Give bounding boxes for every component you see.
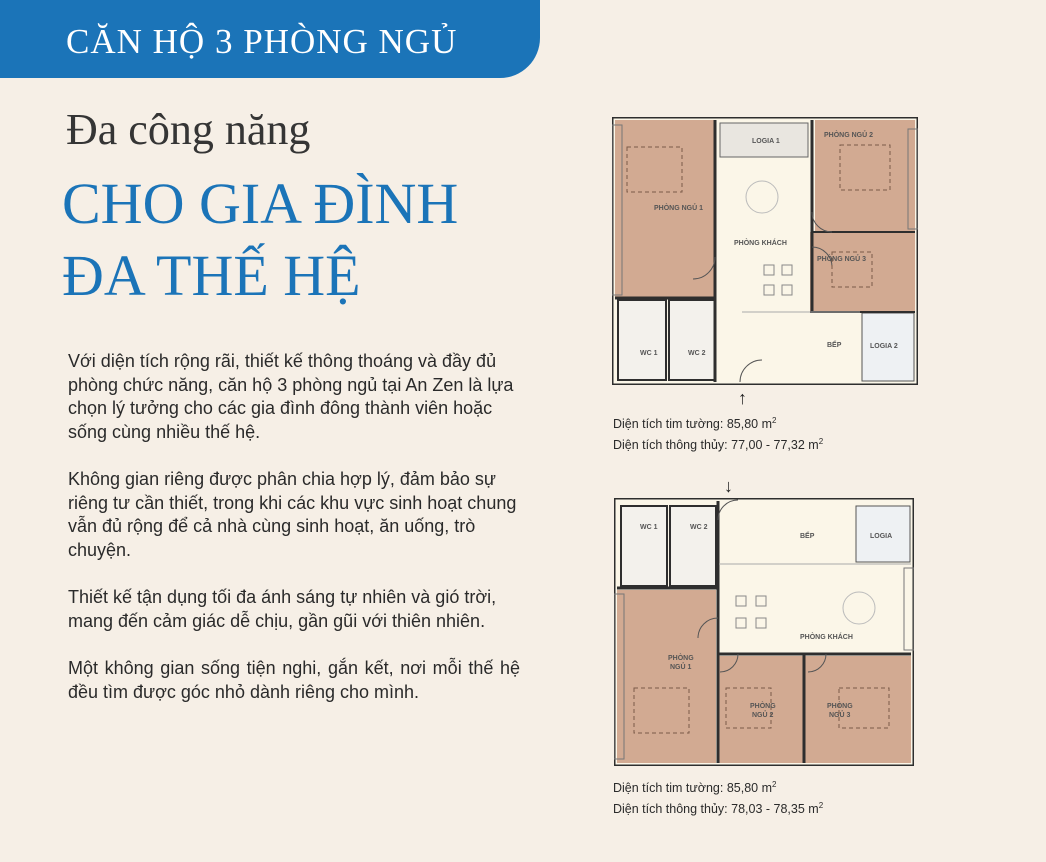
plan2-label-living: PHÒNG KHÁCH (800, 634, 853, 641)
plan1-area-gross: Diện tích tim tường: 85,80 m (613, 417, 772, 432)
plan1-label-logia2: LOGIA 2 (870, 343, 898, 350)
paragraph-1: Với diện tích rộng rãi, thiết kế thông thoáng và đầy đủ phòng chức năng, căn hộ 3 phòng ngủ tại An Zen là lựa chọn lý tưởng cho các gia đình đông thành viên hoặc sống cùng nhiều thế hệ. (68, 351, 514, 442)
plan1-label-logia1: LOGIA 1 (752, 138, 780, 145)
headline-main (62, 168, 458, 312)
banner-title: CĂN HỘ 3 PHÒNG NGỦ (66, 22, 458, 61)
plan2-area-net: Diện tích thông thủy: 78,03 - 78,35 m (613, 802, 819, 817)
plan2-label-wc1: WC 1 (640, 524, 658, 531)
plan2-label-logia: LOGIA (870, 533, 893, 540)
headline-main-line-1: CHO GIA ĐÌNH (62, 171, 459, 236)
plan2-label-bed2-b: NGỦ 2 (752, 712, 774, 719)
plan1-label-living: PHÒNG KHÁCH (734, 240, 787, 247)
plan2-label-bed3-b: NGỦ 3 (829, 712, 851, 719)
floor-plan-2 (614, 498, 914, 766)
plan2-label-kitchen: BẾP (800, 533, 815, 540)
plan1-areas (613, 412, 823, 454)
plan1-label-wc2: WC 2 (688, 350, 706, 357)
entrance-arrow-down-icon: ↓ (724, 476, 733, 496)
headline-sub: Đa công năng (66, 105, 311, 154)
section-banner (0, 0, 540, 78)
plan2-label-bed1-b: NGỦ 1 (670, 664, 692, 671)
plan2-label-wc2: WC 2 (690, 524, 708, 531)
plan2-area-gross: Diện tích tim tường: 85,80 m (613, 781, 772, 796)
body-text (68, 350, 520, 728)
paragraph-3: Thiết kế tận dụng tối đa ánh sáng tự nhiên và gió trời, mang đến cảm giác dễ chịu, gần gũi với thiên nhiên. (68, 587, 497, 631)
plan1-label-wc1: WC 1 (640, 350, 658, 357)
plan2-label-bed3-a: PHÒNG (827, 703, 853, 710)
plan1-label-bed3: PHÒNG NGỦ 3 (817, 256, 867, 263)
plan1-area-gross-unit: 2 (772, 416, 777, 425)
floor-plan-1 (612, 117, 918, 385)
plan1-label-kitchen: BẾP (827, 342, 842, 349)
paragraph-4: Một không gian sống tiện nghi, gắn kết, nơi mỗi thế hệ đều tìm được góc nhỏ dành riêng cho mình. (68, 658, 520, 702)
plan2-label-bed2-a: PHÒNG (750, 703, 776, 710)
plan2-areas (613, 776, 823, 818)
plan1-label-bed2: PHÒNG NGỦ 2 (824, 132, 874, 139)
plan2-area-gross-unit: 2 (772, 780, 777, 789)
paragraph-2: Không gian riêng được phân chia hợp lý, đảm bảo sự riêng tư cần thiết, trong khi các khu vực sinh hoạt chung vẫn đủ rộng để cả nhà cùng sinh hoạt, ăn uống, trò chuyện. (68, 469, 517, 560)
plan2-label-bed1-a: PHÒNG (668, 655, 694, 662)
plan1-label-bed1: PHÒNG NGỦ 1 (654, 205, 704, 212)
headline-main-line-2: ĐA THẾ HỆ (62, 243, 361, 308)
entrance-arrow-up-icon: ↑ (738, 388, 747, 408)
plan1-area-net: Diện tích thông thủy: 77,00 - 77,32 m (613, 438, 819, 453)
plan2-area-net-unit: 2 (818, 801, 824, 811)
plan1-area-net-unit: 2 (818, 437, 824, 447)
